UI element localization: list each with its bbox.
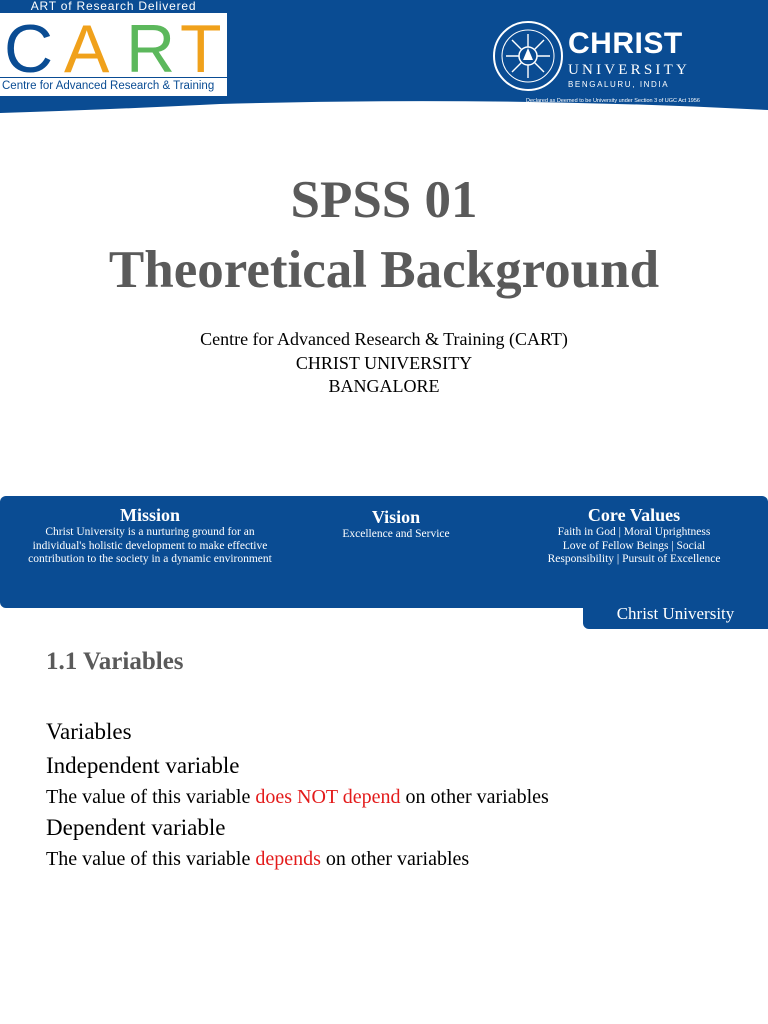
- variables-content: [46, 716, 549, 874]
- cart-letter-a: A: [64, 12, 110, 78]
- title-line-1: SPSS 01: [290, 171, 478, 229]
- cart-subtitle: Centre for Advanced Research & Training: [0, 77, 227, 95]
- christ-university-label: UNIVERSITY: [568, 62, 690, 78]
- core-values-line-1: Faith in God | Moral Uprightness: [557, 526, 711, 538]
- mission-vision-band: [0, 496, 768, 608]
- cart-letter-r: R: [126, 12, 176, 78]
- section-heading: 1.1 Variables: [46, 648, 184, 675]
- institution-line-3: BANGALORE: [328, 376, 440, 396]
- independent-desc-after: on other variables: [400, 786, 549, 808]
- dependent-variable-label: Dependent variable: [46, 815, 226, 840]
- independent-variable-description: [46, 782, 549, 812]
- christ-name: CHRIST: [568, 27, 683, 60]
- institution-line-1: Centre for Advanced Research & Training (CART): [200, 329, 568, 349]
- core-values-heading: Core Values: [587, 505, 681, 525]
- christ-university-tab: Christ University: [583, 598, 768, 629]
- dependent-variable-description: [46, 844, 549, 874]
- cart-logo: [0, 0, 227, 96]
- mission-line-1: Christ University is a nurturing ground for an: [45, 526, 255, 538]
- cart-letter-c: C: [4, 12, 54, 78]
- mission-line-2: individual's holistic development to make effective: [32, 539, 268, 552]
- independent-variable-label: Independent variable: [46, 753, 240, 778]
- page-title: [0, 168, 768, 308]
- cart-letters-graphic: [0, 12, 227, 78]
- vision-block: [300, 506, 492, 542]
- dependent-desc-after: on other variables: [320, 848, 470, 870]
- mission-block: [0, 504, 300, 567]
- cart-letter-t: T: [180, 12, 222, 78]
- vision-heading: Vision: [371, 507, 421, 527]
- institution-line-2: CHRIST UNIVERSITY: [295, 352, 473, 373]
- christ-university-seal-icon: [492, 20, 564, 92]
- core-values-line-2: Love of Fellow Beings | Social: [562, 539, 706, 552]
- variables-label: Variables: [46, 719, 132, 744]
- core-values-line-3: Responsibility | Pursuit of Excellence: [547, 553, 721, 565]
- title-line-2: Theoretical Background: [108, 241, 660, 299]
- christ-declaration: Declared as Deemed to be University under Section 3 of UGC Act 1956: [526, 98, 700, 104]
- dependent-desc-highlight: depends: [255, 848, 321, 870]
- mission-line-3: contribution to the society in a dynamic environment: [28, 553, 272, 565]
- mission-heading: Mission: [119, 505, 180, 525]
- slide-header: [0, 0, 768, 118]
- core-values-block: [500, 504, 768, 567]
- independent-desc-highlight: does NOT depend: [255, 786, 401, 808]
- vision-line-1: Excellence and Service: [342, 528, 450, 540]
- institution-block: [0, 328, 768, 399]
- christ-city: BENGALURU, INDIA: [568, 80, 670, 89]
- dependent-desc-before: The value of this variable: [46, 848, 256, 870]
- cart-tagline: ART of Research Delivered: [0, 0, 227, 13]
- independent-desc-before: The value of this variable: [46, 786, 256, 808]
